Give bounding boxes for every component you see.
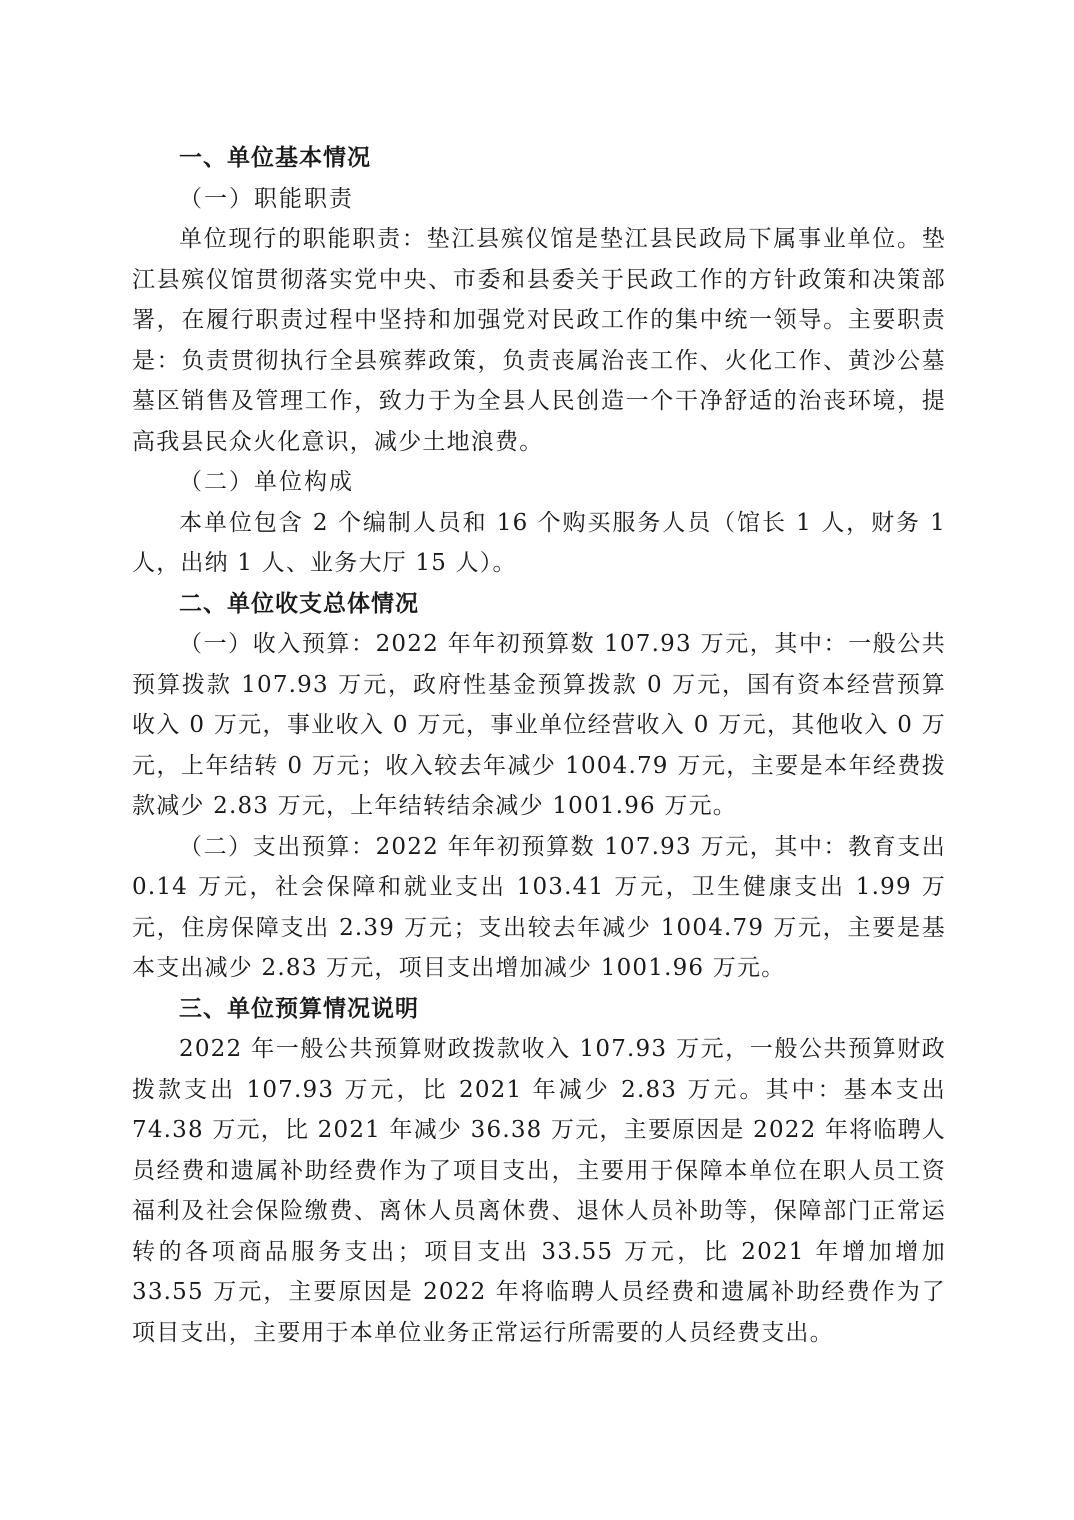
section-heading: 一、单位基本情况 — [179, 145, 371, 171]
section-heading: 二、单位收支总体情况 — [179, 590, 419, 617]
subsection-heading: （一）职能职责 — [179, 185, 354, 212]
paragraph: （一）收入预算：2022 年年初预算数 107.93 万元，其中：一般公共预算拨款 107.93 万元，政府性基金预算拨款 0 万元，国有资本经营预算收入 0 万元，事业收入 0 万元，事业单位经营收入 0 万元，其他收入 0 万元，上年结转 0 万元；收入较去年减少 1004.79 万元，主要是本年经费拨款减少 2.83 万元，上年结转结余减少 1001.96 万元。 — [132, 631, 946, 819]
paragraph: （二）支出预算：2022 年年初预算数 107.93 万元，其中：教育支出 0.14 万元，社会保障和就业支出 103.41 万元，卫生健康支出 1.99 万元，住房保障支出 2.39 万元；支出较去年减少 1004.79 万元，主要是基本支出减少 2.83 万元，项目支出增加减少 1001.96 万元。 — [132, 833, 946, 981]
paragraph: 单位现行的职能职责：垫江县殡仪馆是垫江县民政局下属事业单位。垫江县殡仪馆贯彻落实党中央、市委和县委关于民政工作的方针政策和决策部署，在履行职责过程中坚持和加强党对民政工作的集中统一领导。主要职责是：负责贯彻执行全县殡葬政策，负责丧属治丧工作、火化工作、黄沙公墓墓区销售及管理工作，致力于为全县人民创造一个干净舒适的治丧环境，提高我县民众火化意识，减少土地浪费。 — [132, 226, 946, 455]
paragraph: 本单位包含 2 个编制人员和 16 个购买服务人员（馆长 1 人，财务 1 人，出纳 1 人、业务大厅 15 人）。 — [132, 509, 946, 576]
section-heading: 三、单位预算情况说明 — [179, 995, 419, 1022]
document-body — [132, 138, 946, 1353]
paragraph: 2022 年一般公共预算财政拨款收入 107.93 万元，一般公共预算财政拨款支出 107.93 万元，比 2021 年减少 2.83 万元。其中：基本支出 74.38 万元，比 2021 年减少 36.38 万元，主要原因是 2022 年将临聘人员经费和遗属补助经费作为了项目支出，主要用于保障本单位在职人员工资福利及社会保险缴费、离休人员离休费、退休人员补助等，保障部门正常运转的各项商品服务支出；项目支出 33.55 万元，比 2021 年增加增加 33.55 万元，主要原因是 2022 年将临聘人员经费和遗属补助经费作为了项目支出，主要用于本单位业务正常运行所需要的人员经费支出。 — [132, 1036, 946, 1346]
subsection-heading: （二）单位构成 — [179, 469, 354, 495]
